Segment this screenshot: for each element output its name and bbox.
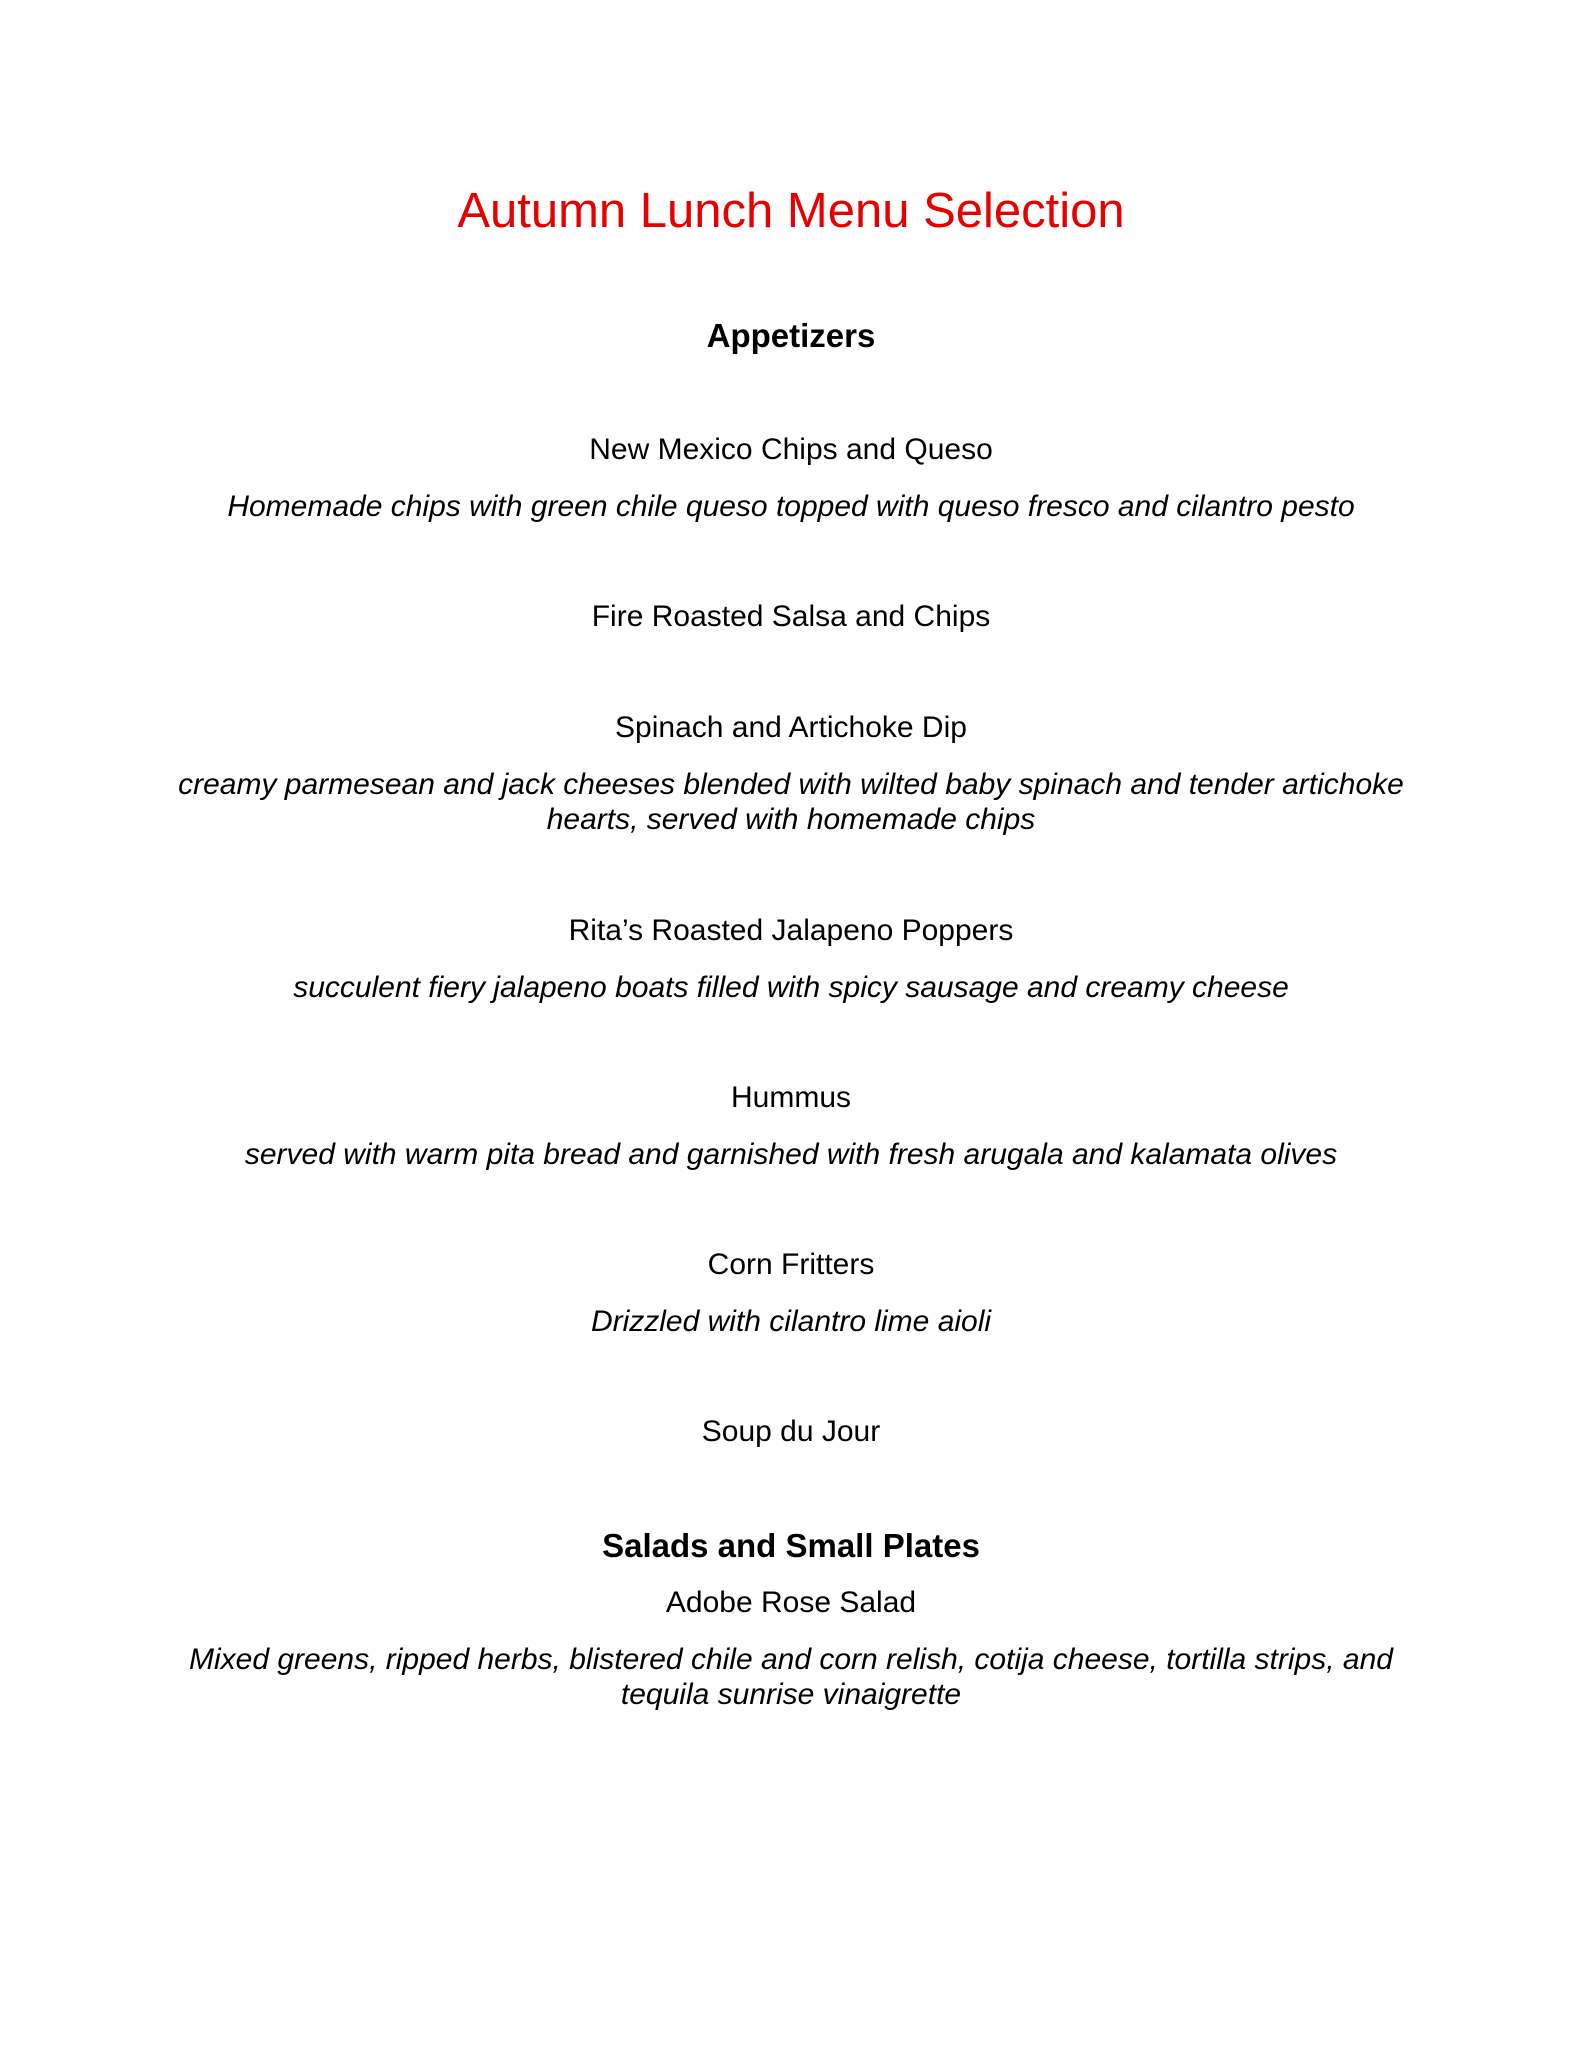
menu-item-description: hearts, served with homemade chips	[546, 803, 1036, 836]
menu-item-description: tequila sunrise vinaigrette	[620, 1678, 962, 1711]
menu-item-name: Adobe Rose Salad	[665, 1586, 917, 1619]
page-title: Autumn Lunch Menu Selection	[457, 184, 1125, 238]
menu-item-description: Homemade chips with green chile queso topped with queso fresco and cilantro pesto	[227, 490, 1355, 523]
section-heading-salads: Salads and Small Plates	[602, 1527, 980, 1564]
menu-item-description: served with warm pita bread and garnished with fresh arugala and kalamata olives	[244, 1138, 1338, 1171]
menu-item-name: Fire Roasted Salsa and Chips	[591, 600, 991, 633]
menu-item-name: Rita’s Roasted Jalapeno Poppers	[568, 914, 1014, 947]
menu-item-name: New Mexico Chips and Queso	[589, 433, 993, 466]
menu-item-name: Spinach and Artichoke Dip	[615, 711, 967, 744]
menu-item-name: Corn Fritters	[707, 1248, 875, 1281]
menu-item-description: creamy parmesean and jack cheeses blended with wilted baby spinach and tender artichoke	[178, 768, 1404, 801]
menu-item-name: Hummus	[730, 1081, 851, 1114]
menu-item-description: succulent fiery jalapeno boats filled with spicy sausage and creamy cheese	[293, 971, 1289, 1004]
section-heading-appetizers: Appetizers	[706, 317, 876, 354]
menu-item-name: Soup du Jour	[701, 1415, 881, 1448]
menu-item-description: Drizzled with cilantro lime aioli	[590, 1305, 992, 1338]
menu-item-description: Mixed greens, ripped herbs, blistered chile and corn relish, cotija cheese, tortilla strips, and	[189, 1643, 1393, 1676]
